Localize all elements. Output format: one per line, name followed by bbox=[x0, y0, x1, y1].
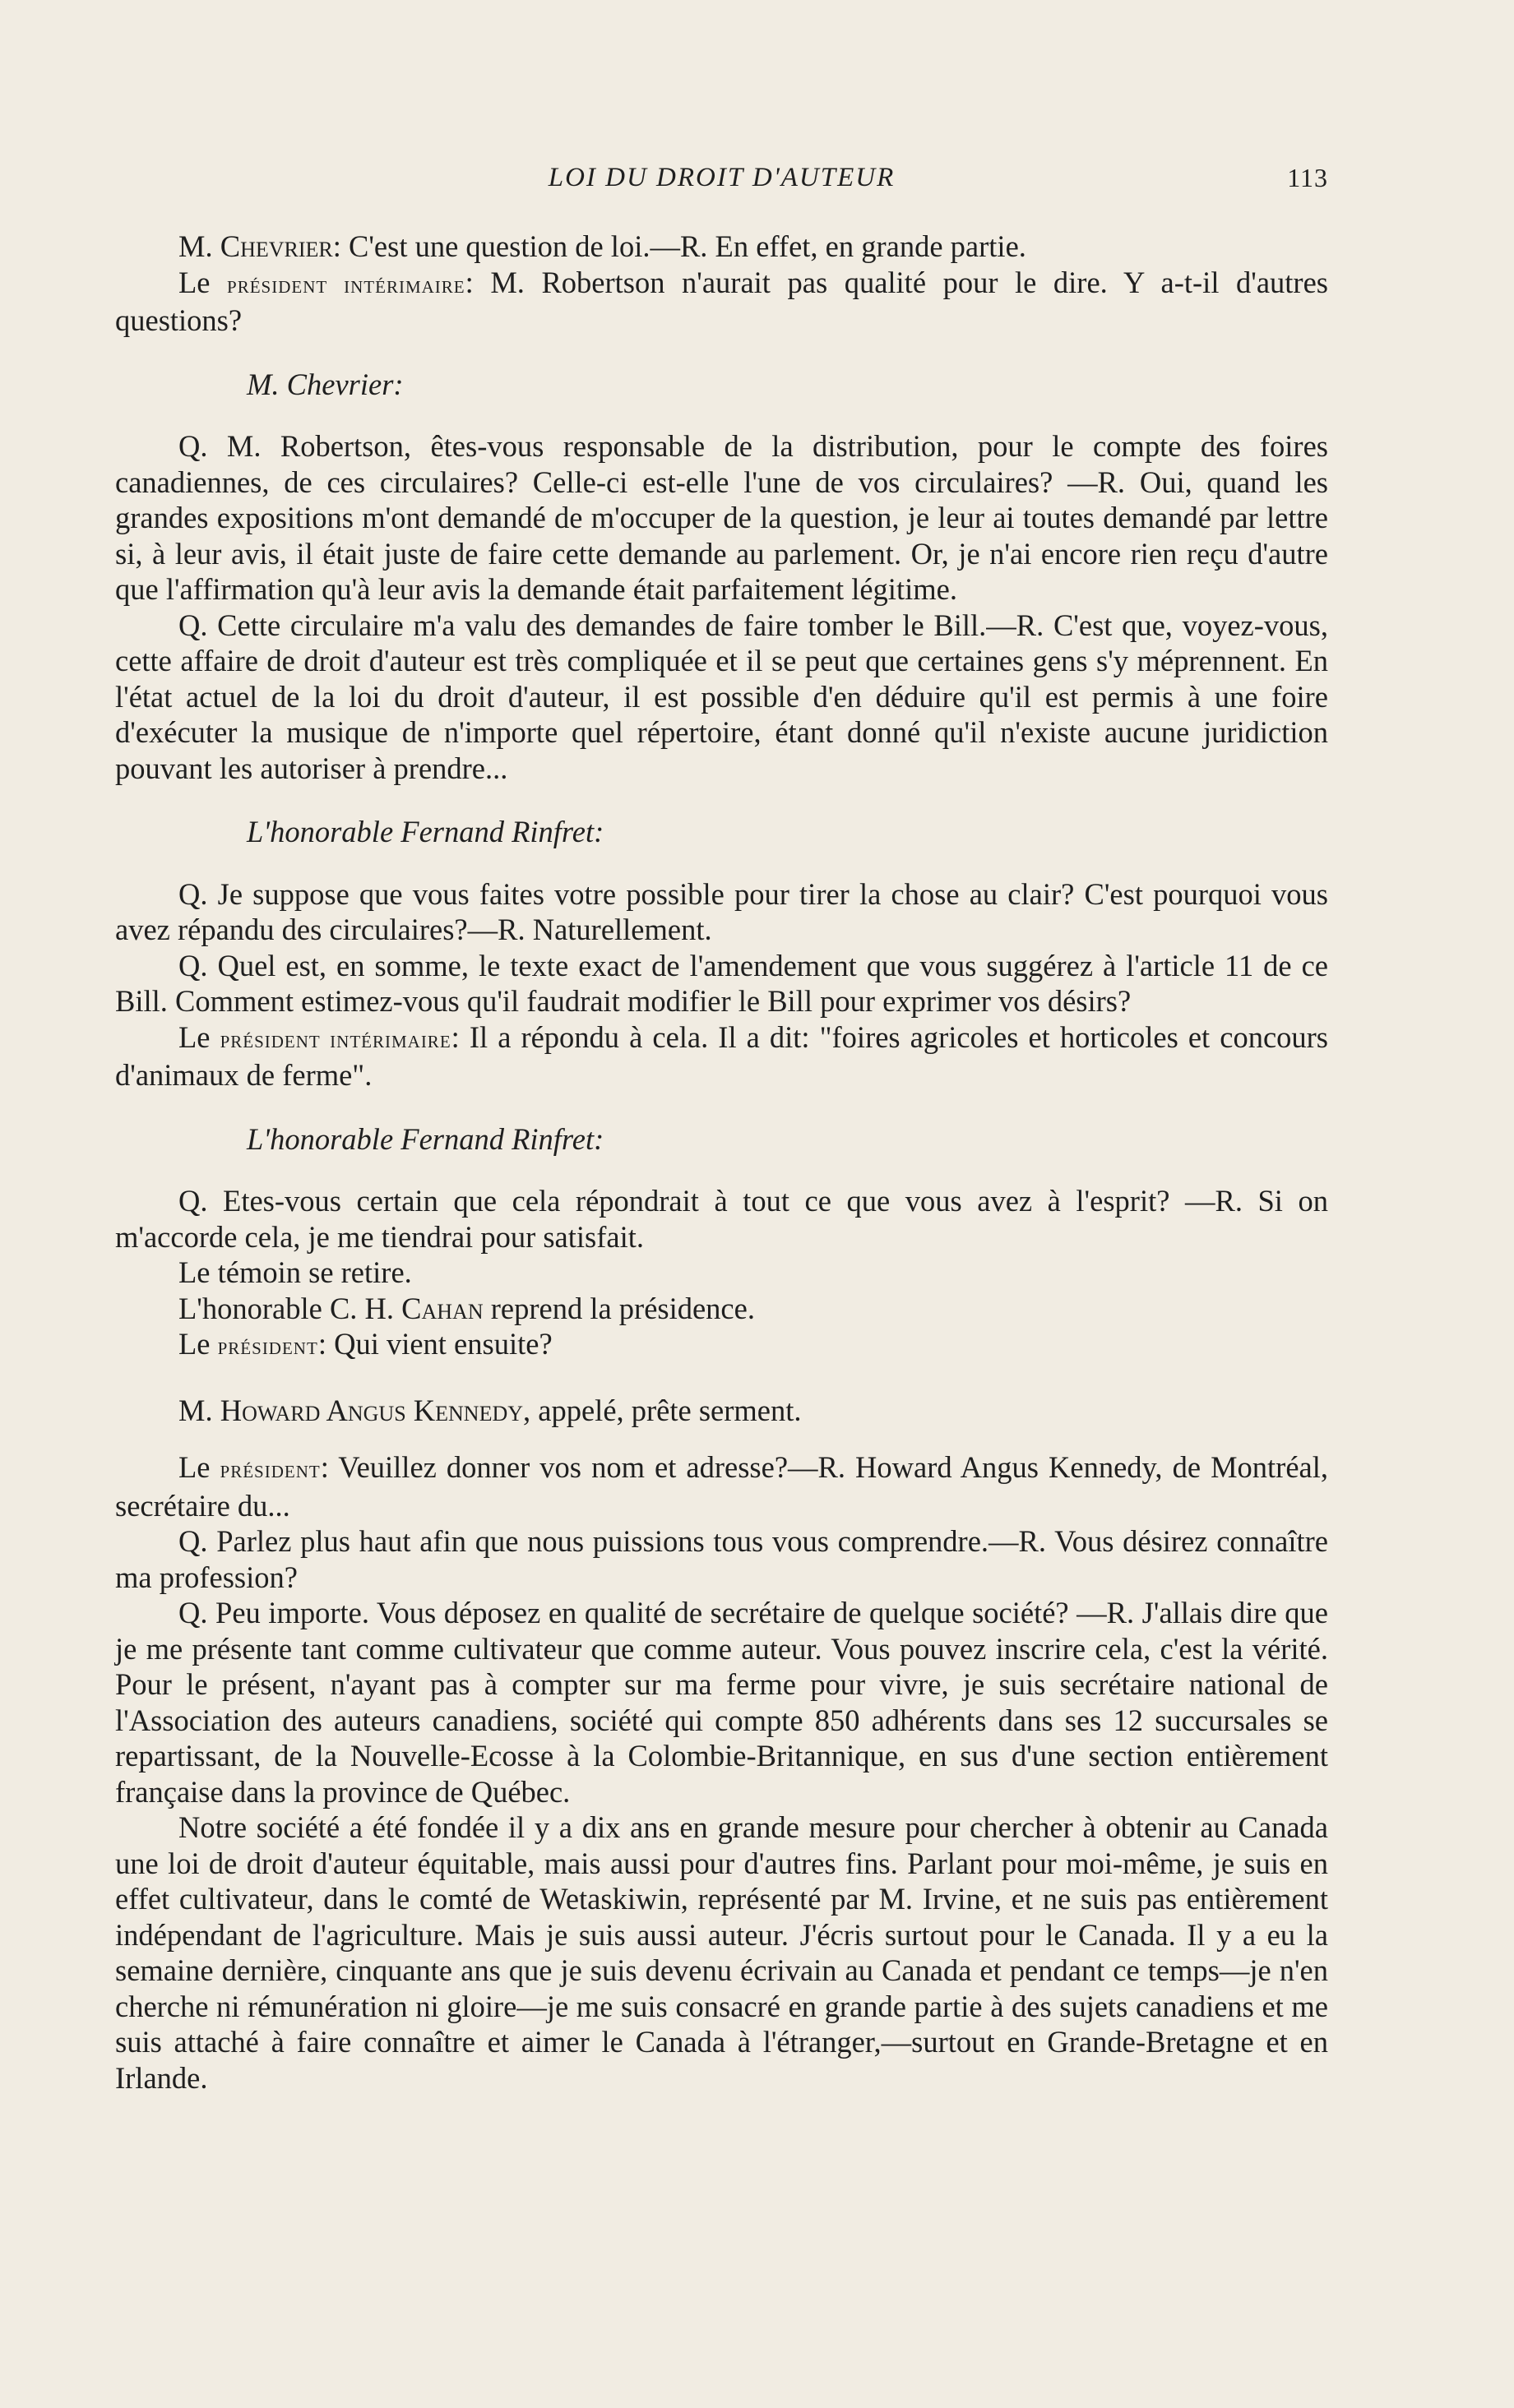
speaker-title: président intérimaire bbox=[227, 270, 465, 298]
paragraph: Q. Cette circulaire m'a valu des demandes de faire tomber le Bill.—R. C'est que, voyez-vous, cette affaire de droit d'auteur est très compliquée et il se peut que certaines gens s'y méprennent. En l'état actuel de la loi du droit d'auteur, il est possible d'en déduire qu'il est permis à une foire d'exécuter la musique de n'importe quel répertoire, étant donné qu'il n'existe aucune juridiction pouvant les autoriser à prendre... bbox=[115, 608, 1328, 785]
paragraph-lead: Le bbox=[178, 1450, 220, 1484]
paragraph-text: : Il a répondu à cela. Il a dit: "foires agricoles et horticoles et concours d'animaux de ferme". bbox=[115, 1019, 1329, 1092]
paragraph-text: reprend la présidence. bbox=[483, 1291, 755, 1325]
speaker-heading: L'honorable Fernand Rinfret: bbox=[247, 1121, 604, 1156]
paragraph-lead: Le bbox=[178, 1019, 220, 1054]
paragraph bbox=[115, 1449, 1328, 1523]
paragraph-text: , appelé, prête serment. bbox=[523, 1393, 802, 1427]
paragraph-text: : Qui vient ensuite? bbox=[317, 1327, 553, 1361]
paragraph: Q. Peu importe. Vous déposez en qualité de secrétaire de quelque société? —R. J'allais dire que je me présente tant comme cultivateur que comme auteur. Vous pouvez inscrire cela, c'est la vérité. Pour le présent, n'ayant pas à compter sur ma ferme pour vivre, je suis secrétaire national de l'Association des auteurs canadiens, société qui compte 850 adhérents dans ses 12 succursales se repartissant, de la Nouvelle-Ecosse à la Colombie-Britannique, en sus d'une section entièrement française dans la province de Québec. bbox=[115, 1596, 1328, 1809]
paragraph bbox=[115, 1326, 1328, 1365]
speaker-heading: M. Chevrier: bbox=[247, 367, 404, 401]
paragraph bbox=[115, 1019, 1328, 1093]
honorific: M. bbox=[178, 229, 220, 263]
page-number: 113 bbox=[1287, 163, 1328, 192]
speaker-heading: L'honorable Fernand Rinfret: bbox=[247, 815, 604, 848]
running-header bbox=[115, 163, 1328, 204]
paragraph: Notre société a été fondée il y a dix ans en grande mesure pour chercher à obtenir au Canada une loi de droit d'auteur équitable, mais aussi pour d'autres fins. Parlant pour moi-même, je suis en effet cultivateur, dans le comté de Wetaskiwin, représenté par M. Irvine, et ne suis pas entièrement indépendant de l'agriculture. Mais je suis aussi auteur. J'écris surtout pour le Canada. Il y a eu la semaine dernière, cinquante ans que je suis devenu écrivain au Canada et pendant ce temps—je n'en cherche ni rémunération ni gloire—je me suis consacré en grande partie à des sujets canadiens et me suis attaché à faire connaître et aimer le Canada à l'étranger,—surtout en Grande-Bretagne et en Irlande. bbox=[115, 1810, 1328, 2095]
paragraph-text: : Veuillez donner vos nom et adresse?—R. Howard Angus Kennedy, de Montréal, secrétaire du... bbox=[115, 1450, 1328, 1523]
page-body bbox=[115, 229, 1328, 2096]
paragraph bbox=[115, 265, 1328, 339]
speaker-name: Chevrier bbox=[220, 229, 333, 263]
paragraph-text: : C'est une question de loi.—R. En effet, en grande partie. bbox=[332, 229, 1026, 263]
paragraph bbox=[115, 229, 1328, 265]
paragraph-text: : M. Robertson n'aurait pas qualité pour le dire. Y a-t-il d'autres questions? bbox=[115, 265, 1328, 337]
paragraph: Q. Parlez plus haut afin que nous puissions tous vous comprendre.—R. Vous désirez connaître ma profession? bbox=[115, 1524, 1328, 1594]
speaker-title: président bbox=[217, 1333, 318, 1360]
paragraph: Q. M. Robertson, êtes-vous responsable de la distribution, pour le compte des foires canadiennes, de ces circulaires? Celle-ci est-elle l'une de vos circulaires? —R. Oui, quand les grandes expositions m'ont demandé de m'occuper de la question, je leur ai toutes demandé par lettre si, à leur avis, il était juste de faire cette demande au parlement. Or, je n'ai encore rien reçu d'autre que l'affirmation qu'à leur avis la demande était parfaitement légitime. bbox=[115, 429, 1328, 606]
speaker-title: président bbox=[220, 1456, 321, 1483]
witness-name: Howard Angus Kennedy bbox=[220, 1393, 524, 1427]
paragraph: Q. Quel est, en somme, le texte exact de l'amendement que vous suggérez à l'article 11 de ce Bill. Comment estimez-vous qu'il faudrait modifier le Bill pour exprimer vos désirs? bbox=[115, 948, 1328, 1018]
paragraph: Q. Je suppose que vous faites votre possible pour tirer la chose au clair? C'est pourquoi vous avez répandu des circulaires?—R. Naturellement. bbox=[115, 876, 1328, 946]
speaker-title: président intérimaire bbox=[220, 1025, 451, 1053]
paragraph bbox=[115, 1291, 1328, 1327]
paragraph-lead: Le bbox=[178, 265, 228, 299]
paragraph-lead: L'honorable C. H. bbox=[178, 1291, 402, 1325]
speaker-name: Cahan bbox=[401, 1291, 484, 1325]
paragraph-lead: Le bbox=[178, 1327, 218, 1361]
paragraph: Q. Etes-vous certain que cela répondrait à tout ce que vous avez à l'esprit? —R. Si on m'accorde cela, je me tiendrai pour satisfait. bbox=[115, 1184, 1328, 1254]
paragraph: Le témoin se retire. bbox=[178, 1255, 412, 1289]
paragraph bbox=[115, 1393, 1328, 1429]
honorific: M. bbox=[178, 1393, 220, 1427]
running-title: LOI DU DROIT D'AUTEUR bbox=[548, 163, 896, 192]
